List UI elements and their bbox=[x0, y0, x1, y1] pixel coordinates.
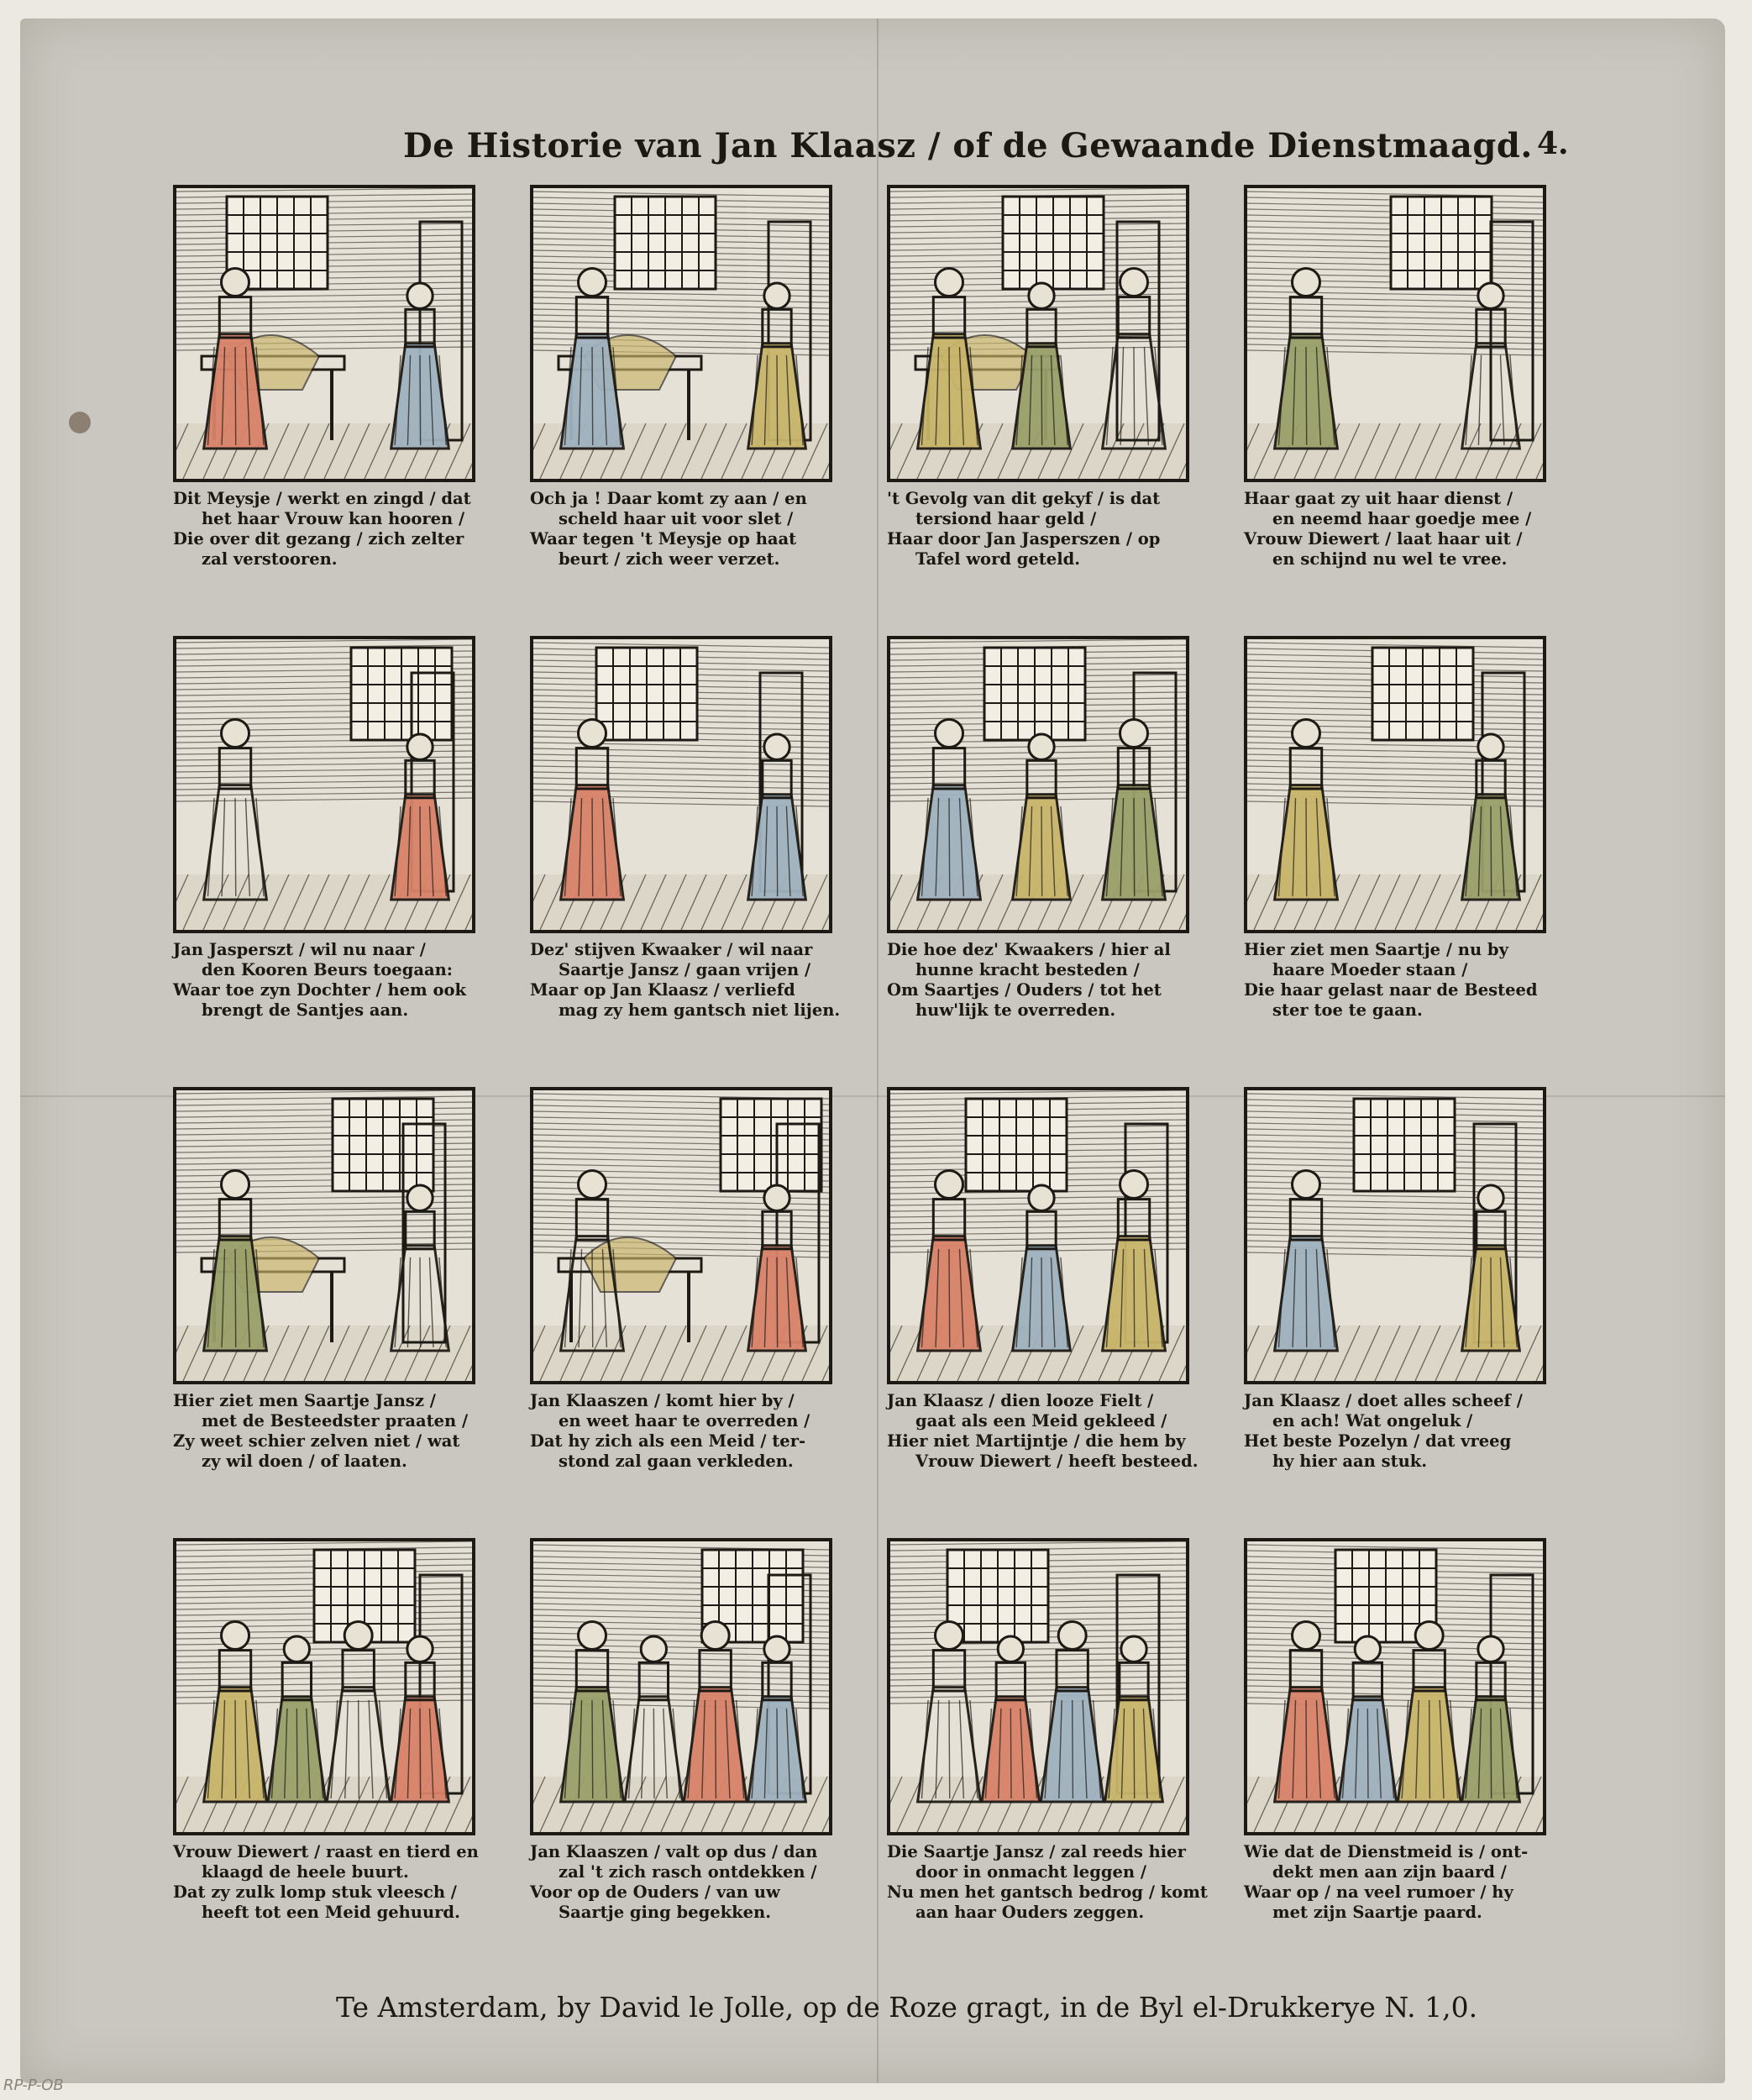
woodcut-illustration bbox=[176, 1090, 472, 1381]
caption-line: Wie dat de Dienstmeid is / ont- bbox=[1244, 1842, 1529, 1861]
caption-line: Zy weet schier zelven niet / wat bbox=[173, 1431, 460, 1451]
caption-line: stond zal gaan verkleden. bbox=[559, 1452, 794, 1471]
woodcut-image bbox=[1244, 1087, 1546, 1384]
woodcut-illustration bbox=[533, 188, 829, 479]
caption-line: Maar op Jan Klaasz / verliefd bbox=[530, 980, 795, 1000]
caption-line: aan haar Ouders zeggen. bbox=[915, 1903, 1145, 1922]
caption-line: mag zy hem gantsch niet lijen. bbox=[559, 1000, 841, 1020]
caption-line: Jan Jasperszt / wil nu naar / bbox=[173, 940, 426, 959]
panel-caption bbox=[887, 940, 1198, 1021]
panel-cell bbox=[530, 636, 841, 1045]
woodcut-image bbox=[530, 185, 832, 482]
panel-caption bbox=[1244, 1391, 1555, 1472]
panel-caption bbox=[1244, 940, 1555, 1021]
woodcut-image bbox=[887, 1538, 1189, 1835]
caption-line: Vrouw Diewert / laat haar uit / bbox=[1244, 529, 1523, 549]
caption-line: hy hier aan stuk. bbox=[1272, 1452, 1428, 1471]
caption-line: huw'lijk te overreden. bbox=[915, 1000, 1116, 1020]
panel-caption bbox=[173, 489, 484, 570]
panel-caption bbox=[530, 489, 841, 570]
panel-caption bbox=[887, 1391, 1198, 1472]
woodcut-image bbox=[530, 636, 832, 933]
caption-line: en schijnd nu wel te vree. bbox=[1272, 549, 1508, 569]
caption-line: Jan Klaasz / doet alles scheef / bbox=[1244, 1391, 1523, 1410]
panel-cell bbox=[1244, 1087, 1546, 1496]
caption-line: gaat als een Meid gekleed / bbox=[915, 1411, 1167, 1431]
woodcut-illustration bbox=[533, 639, 829, 930]
caption-line: Saartje Jansz / gaan vrijen / bbox=[559, 960, 811, 979]
caption-line: Die haar gelast naar de Besteed bbox=[1244, 980, 1538, 1000]
woodcut-illustration bbox=[1247, 1541, 1543, 1832]
woodcut-image bbox=[887, 636, 1189, 933]
woodcut-illustration bbox=[1247, 1090, 1543, 1381]
caption-line: klaagd de heele buurt. bbox=[202, 1862, 409, 1882]
caption-line: Saartje ging begekken. bbox=[559, 1903, 772, 1922]
caption-line: Die hoe dez' Kwaakers / hier al bbox=[887, 940, 1171, 959]
woodcut-image bbox=[173, 1538, 475, 1835]
caption-line: met de Besteedster praaten / bbox=[202, 1411, 469, 1431]
woodcut-image bbox=[173, 185, 475, 482]
caption-line: Hier niet Martijntje / die hem by bbox=[887, 1431, 1186, 1451]
caption-line: Die over dit gezang / zich zelter bbox=[173, 529, 464, 549]
caption-line: Haar door Jan Jasperszen / op bbox=[887, 529, 1161, 549]
panel-caption bbox=[1244, 489, 1555, 570]
panel-grid bbox=[173, 185, 1576, 1922]
caption-line: tersiond haar geld / bbox=[915, 509, 1097, 528]
caption-line: Waar op / na veel rumoer / hy bbox=[1244, 1882, 1513, 1902]
caption-line: Jan Klaasz / dien looze Fielt / bbox=[887, 1391, 1154, 1410]
caption-line: Hier ziet men Saartje Jansz / bbox=[173, 1391, 436, 1410]
caption-line: Die Saartje Jansz / zal reeds hier bbox=[887, 1842, 1186, 1861]
woodcut-image bbox=[173, 636, 475, 933]
panel-cell bbox=[1244, 1538, 1546, 1947]
panel-cell bbox=[887, 636, 1189, 1045]
caption-line: ster toe te gaan. bbox=[1272, 1000, 1423, 1020]
woodcut-illustration bbox=[533, 1090, 829, 1381]
caption-line: Tafel word geteld. bbox=[915, 549, 1081, 569]
caption-line: brengt de Santjes aan. bbox=[202, 1000, 409, 1020]
panel-caption bbox=[530, 940, 841, 1021]
caption-line: en neemd haar goedje mee / bbox=[1272, 509, 1532, 528]
panel-cell bbox=[1244, 636, 1546, 1045]
woodcut-illustration bbox=[890, 1090, 1186, 1381]
caption-line: Waar toe zyn Dochter / hem ook bbox=[173, 980, 467, 1000]
woodcut-image bbox=[887, 1087, 1189, 1384]
caption-line: heeft tot een Meid gehuurd. bbox=[202, 1903, 460, 1922]
woodcut-illustration bbox=[1247, 188, 1543, 479]
caption-line: en weet haar te overreden / bbox=[559, 1411, 810, 1431]
caption-line: beurt / zich weer verzet. bbox=[559, 549, 780, 569]
caption-line: Vrouw Diewert / raast en tierd en bbox=[173, 1842, 479, 1861]
woodcut-illustration bbox=[890, 188, 1186, 479]
caption-line: en ach! Wat ongeluk / bbox=[1272, 1411, 1473, 1431]
woodcut-illustration bbox=[890, 1541, 1186, 1832]
woodcut-illustration bbox=[533, 1541, 829, 1832]
panel-cell bbox=[887, 1087, 1199, 1496]
panel-cell bbox=[530, 185, 832, 594]
caption-line: Dez' stijven Kwaaker / wil naar bbox=[530, 940, 813, 959]
catalog-mark: RP-P-OB bbox=[3, 2076, 64, 2094]
caption-line: Het beste Pozelyn / dat vreeg bbox=[1244, 1431, 1512, 1451]
sheet-number: 4. bbox=[1537, 126, 1569, 161]
woodcut-image bbox=[173, 1087, 475, 1384]
woodcut-image bbox=[1244, 185, 1546, 482]
panel-caption bbox=[173, 1842, 484, 1923]
panel-cell bbox=[887, 185, 1189, 594]
woodcut-image bbox=[887, 185, 1189, 482]
caption-line: zy wil doen / of laaten. bbox=[202, 1452, 407, 1471]
caption-line: het haar Vrouw kan hooren / bbox=[202, 509, 465, 528]
woodcut-image bbox=[530, 1538, 832, 1835]
caption-line: scheld haar uit voor slet / bbox=[559, 509, 794, 528]
caption-line: met zijn Saartje paard. bbox=[1272, 1903, 1482, 1922]
caption-line: Vrouw Diewert / heeft besteed. bbox=[915, 1452, 1199, 1471]
panel-caption bbox=[530, 1842, 841, 1923]
caption-line: hunne kracht besteden / bbox=[915, 960, 1140, 979]
caption-line: Jan Klaaszen / valt op dus / dan bbox=[530, 1842, 818, 1861]
sheet-title: De Historie van Jan Klaasz / of de Gewaande Dienstmaagd. bbox=[403, 126, 1533, 165]
panel-caption bbox=[887, 489, 1198, 570]
woodcut-illustration bbox=[176, 1541, 472, 1832]
woodcut-image bbox=[530, 1087, 832, 1384]
imprint-line: Te Amsterdam, by David le Jolle, op de Roze gragt, in de Byl el-Drukkerye N. 1,0. bbox=[336, 1991, 1478, 2024]
caption-line: den Kooren Beurs toegaan: bbox=[202, 960, 453, 979]
panel-cell bbox=[887, 1538, 1208, 1947]
caption-line: dekt men aan zijn baard / bbox=[1272, 1862, 1507, 1882]
panel-cell bbox=[173, 1087, 475, 1496]
panel-caption bbox=[887, 1842, 1208, 1923]
panel-cell bbox=[173, 185, 475, 594]
caption-line: Waar tegen 't Meysje op haat bbox=[530, 529, 797, 549]
caption-line: 't Gevolg van dit gekyf / is dat bbox=[887, 489, 1161, 508]
caption-line: Haar gaat zy uit haar dienst / bbox=[1244, 489, 1513, 508]
panel-cell bbox=[173, 1538, 479, 1947]
woodcut-illustration bbox=[1247, 639, 1543, 930]
caption-line: Nu men het gantsch bedrog / komt bbox=[887, 1882, 1208, 1902]
caption-line: zal verstooren. bbox=[202, 549, 338, 569]
caption-line: Voor op de Ouders / van uw bbox=[530, 1882, 780, 1902]
caption-line: door in onmacht leggen / bbox=[915, 1862, 1146, 1882]
ink-stain bbox=[69, 412, 91, 433]
panel-caption bbox=[530, 1391, 841, 1472]
panel-cell bbox=[530, 1538, 832, 1947]
woodcut-illustration bbox=[176, 639, 472, 930]
caption-line: Jan Klaaszen / komt hier by / bbox=[530, 1391, 795, 1410]
caption-line: Om Saartjes / Ouders / tot het bbox=[887, 980, 1162, 1000]
woodcut-image bbox=[1244, 636, 1546, 933]
panel-caption bbox=[173, 940, 484, 1021]
caption-line: Dat hy zich als een Meid / ter- bbox=[530, 1431, 806, 1451]
woodcut-illustration bbox=[890, 639, 1186, 930]
panel-cell bbox=[1244, 185, 1546, 594]
panel-caption bbox=[173, 1391, 484, 1472]
caption-line: Hier ziet men Saartje / nu by bbox=[1244, 940, 1508, 959]
woodcut-image bbox=[1244, 1538, 1546, 1835]
caption-line: haare Moeder staan / bbox=[1272, 960, 1468, 979]
panel-cell bbox=[530, 1087, 832, 1496]
panel-caption bbox=[1244, 1842, 1555, 1923]
caption-line: Dit Meysje / werkt en zingd / dat bbox=[173, 489, 471, 508]
caption-line: zal 't zich rasch ontdekken / bbox=[559, 1862, 817, 1882]
woodcut-illustration bbox=[176, 188, 472, 479]
caption-line: Och ja ! Daar komt zy aan / en bbox=[530, 489, 807, 508]
panel-cell bbox=[173, 636, 475, 1045]
caption-line: Dat zy zulk lomp stuk vleesch / bbox=[173, 1882, 457, 1902]
